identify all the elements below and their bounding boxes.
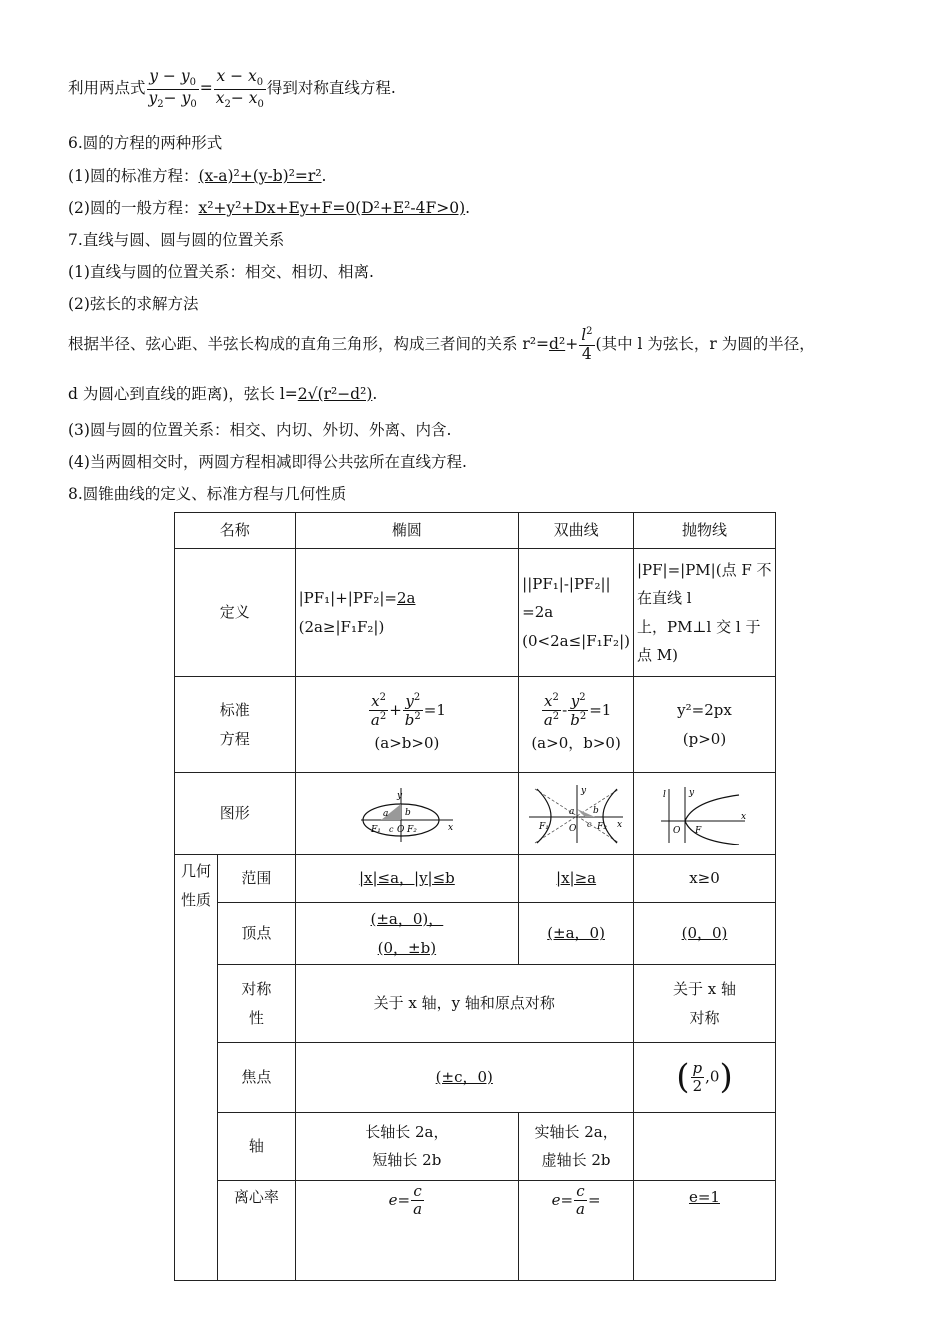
hyperbola-std-eq: $\frac{x^2}{a^2}$ - $\frac{y^2}{b^2}$ =1 (a>0，b>0) xyxy=(519,677,634,773)
ellipse-graph xyxy=(357,784,457,844)
parabola-focus: ( $\frac{p}{2}$ ,0) xyxy=(633,1043,775,1113)
ellipse-definition: |PF₁|+|PF₂|=2a (2a≥|F₁F₂|) xyxy=(295,549,519,677)
svg-text:x: x xyxy=(617,819,623,830)
section-6-title: 6.圆的方程的两种形式 xyxy=(68,134,223,152)
svg-text:y: y xyxy=(396,790,402,801)
svg-text:x: x xyxy=(447,822,453,833)
fraction-y: $\frac{y - y_0}{y_2- y_0}$ xyxy=(148,67,197,110)
svg-text:y: y xyxy=(689,787,695,798)
svg-text:b: b xyxy=(593,805,599,816)
parabola-graph xyxy=(659,783,749,845)
axis-row: 轴 长轴长 2a， 短轴长 2b 实轴长 2a， 虚轴长 2b xyxy=(175,1112,776,1180)
parabola-definition: |PF|=|PM|(点 F 不 在直线 l 上，PM⊥l 交 l 于 点 M) xyxy=(633,549,775,677)
focus-row: 焦点 (±c，0) ( $\frac{p}{2}$ ,0) xyxy=(175,1043,776,1113)
svg-text:a: a xyxy=(382,808,389,819)
section-7-title: 7.直线与圆、圆与圆的位置关系 xyxy=(68,231,285,249)
table-header-row: 名称 椭圆 双曲线 抛物线 xyxy=(175,513,776,549)
hyperbola-graph xyxy=(527,783,625,845)
definition-row: 定义 |PF₁|+|PF₂|=2a (2a≥|F₁F₂|) ||PF₁|-|PF₂|| =2a (0<2a≤|F₁F₂|) |PF|=|PM|(点 F 不 在直线 l 上，PM⊥l 交 l 于 点 M) xyxy=(175,549,776,677)
parabola-std-eq: y²=2px (p>0) xyxy=(633,677,775,773)
svg-text:O: O xyxy=(396,824,405,835)
svg-text:F₁: F₁ xyxy=(370,824,381,835)
section-8-title: 8.圆锥曲线的定义、标准方程与几何性质 xyxy=(68,485,347,503)
svg-text:y: y xyxy=(581,785,587,796)
circle-standard-eq: (1)圆的标准方程：(x-a)²+(y-b)²=r². xyxy=(68,167,327,185)
svg-text:a: a xyxy=(569,806,575,817)
circle-circle-relation: (3)圆与圆的位置关系：相交、内切、外切、外离、内含. xyxy=(68,421,452,439)
circle-general-eq: (2)圆的一般方程：x²+y²+Dx+Ey+F=0(D²+E²-4F>0). xyxy=(68,199,471,217)
svg-text:O: O xyxy=(673,825,681,836)
svg-text:x: x xyxy=(741,811,747,822)
svg-text:c: c xyxy=(388,824,394,834)
chord-method-title: (2)弦长的求解方法 xyxy=(68,295,199,313)
hyperbola-definition: ||PF₁|-|PF₂|| =2a (0<2a≤|F₁F₂|) xyxy=(519,549,634,677)
vertex-row: 顶点 (±a，0)， (0，±b) (±a，0) (0，0) xyxy=(175,903,776,965)
svg-text:F: F xyxy=(695,825,702,836)
chord-length: d 为圆心到直线的距离)，弦长 l=2√(r²−d²). xyxy=(68,385,378,403)
range-row: 几何 性质 范围 |x|≤a，|y|≤b |x|≥a x≥0 xyxy=(175,855,776,903)
common-chord: (4)当两圆相交时，两圆方程相减即得公共弦所在直线方程. xyxy=(68,453,467,471)
graph-row: 图形 y x a b F₁ c O F₂ y x a b F₁ O c F₂ y l x O F xyxy=(175,773,776,855)
svg-text:b: b xyxy=(404,807,411,818)
eccentricity-row: 离心率 e= $\frac{c}{a}$ e= $\frac{c}{a}$ = e=1 xyxy=(175,1180,776,1280)
fraction-x: $\frac{x - x_0}{x_2- x_0}$ xyxy=(215,67,264,110)
line-circle-relation: (1)直线与圆的位置关系：相交、相切、相离. xyxy=(68,263,374,281)
symmetry-row: 对称 性 关于 x 轴，y 轴和原点对称 关于 x 轴 对称 xyxy=(175,965,776,1043)
chord-relation: 根据半径、弦心距、半弦长构成的直角三角形，构成三者间的关系 r²=d²+ $\frac{l^2}{4}$ (其中 l 为弦长，r 为圆的半径， xyxy=(68,326,815,363)
ellipse-eccentricity: e= $\frac{c}{a}$ xyxy=(295,1180,519,1280)
svg-text:l: l xyxy=(663,789,667,800)
svg-text:c: c xyxy=(587,819,592,829)
hyperbola-eccentricity: e= $\frac{c}{a}$ = xyxy=(519,1180,634,1280)
ellipse-std-eq: $\frac{x^2}{a^2}$ + $\frac{y^2}{b^2}$ =1 (a>b>0) xyxy=(295,677,519,773)
conic-table xyxy=(174,512,776,1281)
svg-text:O: O xyxy=(569,823,577,834)
svg-text:F₁: F₁ xyxy=(539,821,549,832)
svg-text:F₂: F₂ xyxy=(597,821,607,832)
two-point-form-line: 利用两点式 $\frac{y - y_0}{y_2- y_0}$ = $\frac{x - x_0}{x_2- x_0}$ 得到对称直线方程. xyxy=(68,67,396,110)
svg-text:F₂: F₂ xyxy=(406,824,417,835)
standard-eq-row: 标准 方程 $\frac{x^2}{a^2}$ + $\frac{y^2}{b^2}$ =1 (a>b>0) $\frac{x^2}{a^2}$ - $\frac{y^2}{b^2}$ =1 (a>0，b>0) y²=2px (p>0) xyxy=(175,677,776,773)
